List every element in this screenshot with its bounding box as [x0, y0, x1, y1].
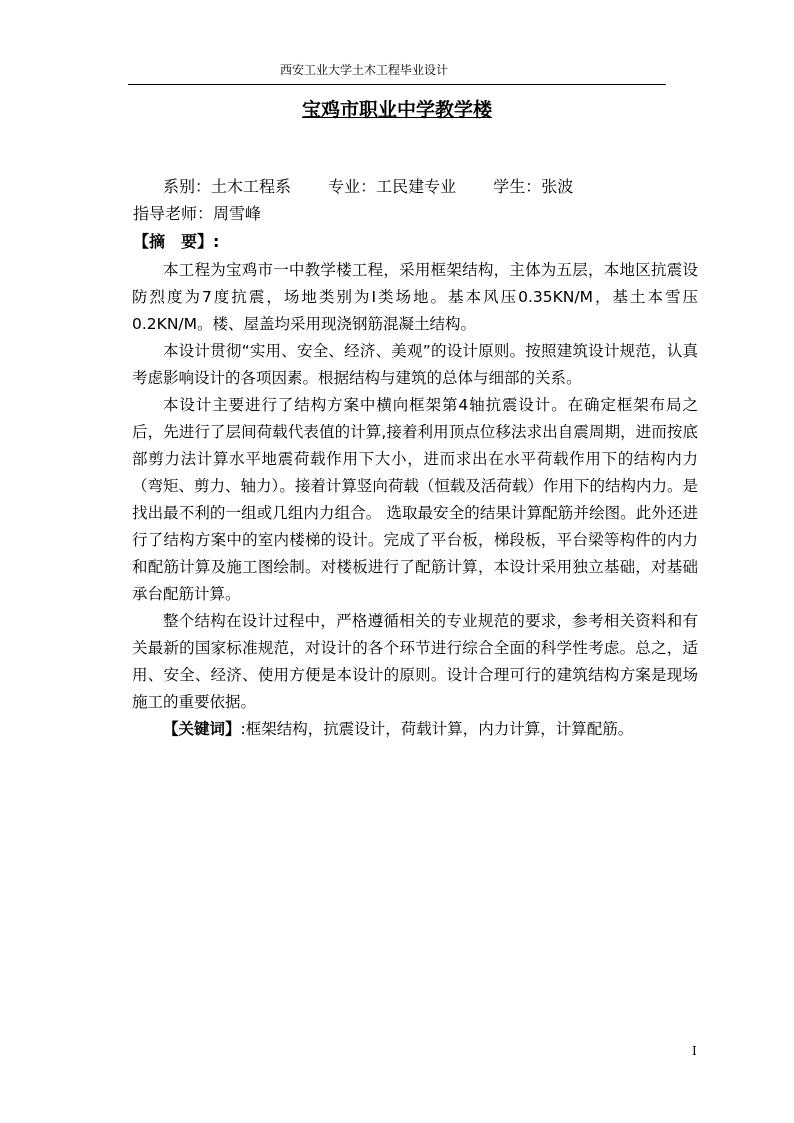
running-header: 西安工业大学土木工程毕业设计 — [280, 63, 449, 77]
keywords-text: :框架结构，抗震设计，荷载计算，内力计算，计算配筋。 — [240, 720, 634, 738]
abstract-paragraph: 本工程为宝鸡市一中教学楼工程，采用框架结构，主体为五层，本地区抗震设防烈度为7度抗震，场地类别为I类场地。基本风压0.35KN/M，基土本雪压0.2KN/M。楼、屋盖均采用现浇钢筋混凝土结构。 — [132, 261, 698, 333]
student-label: 学生：张波 — [493, 177, 574, 196]
abstract-paragraph: 整个结构在设计过程中，严格遵循相关的专业规范的要求，参考相关资料和有关最新的国家标准规范，对设计的各个环节进行综合全面的科学性考虑。总之，适用、安全、经济、使用方便是本设计的原则。设计合理可行的建筑结构方案是现场施工的重要依据。 — [132, 612, 698, 711]
abstract-heading: 【摘 要】: — [133, 232, 220, 251]
document-title — [0, 97, 794, 123]
department-label: 系别：土木工程系 — [163, 177, 292, 196]
author-info — [163, 176, 605, 198]
keywords-line — [132, 716, 698, 743]
major-label: 专业：工民建专业 — [328, 177, 457, 196]
keywords-label: 【关键词】 — [163, 720, 241, 738]
header-rule — [128, 84, 666, 85]
page-number: I — [692, 1044, 697, 1058]
advisor-label: 指导老师：周雪峰 — [133, 204, 262, 223]
abstract-body — [132, 257, 698, 743]
abstract-paragraph: 本设计贯彻“实用、安全、经济、美观”的设计原则。按照建筑设计规范，认真考虑影响设计的各项因素。根据结构与建筑的总体与细部的关系。 — [132, 342, 698, 387]
document-title-text: 宝鸡市职业中学教学楼 — [301, 99, 492, 121]
abstract-paragraph: 本设计主要进行了结构方案中横向框架第4轴抗震设计。在确定框架布局之后，先进行了层间荷载代表值的计算,接着利用顶点位移法求出自震周期，进而按底部剪力法计算水平地震荷载作用下大小，进而求出在水平荷载作用下的结构内力（弯矩、剪力、轴力）。接着计算竖向荷载（恒载及活荷载）作用下的结构内力。是找出最不利的一组或几组内力组合。 选取最安全的结果计算配筋并绘图。此外还进行了结构方案中的室内楼梯的设计。完成了平台板，梯段板，平台梁等构件的内力和配筋计算及施工图绘制。对楼板进行了配筋计算，本设计采用独立基础，对基础承台配筋计算。 — [132, 396, 698, 603]
